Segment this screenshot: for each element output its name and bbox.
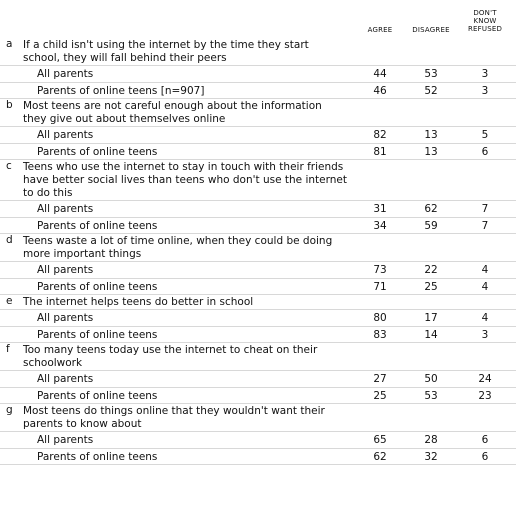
disagree-value: 13	[424, 129, 438, 141]
agree-value: 71	[373, 280, 387, 293]
agree-value: 80	[373, 312, 387, 324]
agree-value: 31	[373, 203, 387, 215]
row-label: Parents of online teens	[37, 145, 158, 158]
question-letter: f	[6, 343, 10, 355]
question-letter: c	[6, 160, 12, 172]
disagree-value: 62	[424, 203, 438, 215]
question-list	[0, 38, 516, 465]
table-row	[0, 327, 516, 344]
agree-value: 65	[373, 434, 387, 446]
table-row	[0, 144, 516, 161]
table-row	[0, 262, 516, 279]
table-row	[0, 83, 516, 100]
header-line: REFUSED	[467, 25, 503, 33]
question-item-a	[0, 38, 516, 99]
row-label: All parents	[37, 312, 94, 324]
question-row	[0, 343, 516, 371]
disagree-value: 13	[424, 145, 438, 158]
agree-value: 62	[373, 450, 387, 463]
row-divider	[0, 464, 516, 465]
dont-know-value: 3	[481, 84, 489, 97]
table-row	[0, 449, 516, 466]
question-row	[0, 160, 516, 201]
disagree-value: 14	[424, 328, 438, 341]
row-label: Parents of online teens	[37, 219, 158, 232]
question-text: Most teens are not careful enough about the information they give out about themselves online	[23, 100, 322, 125]
dont-know-value: 6	[481, 450, 489, 463]
table-row	[0, 310, 516, 327]
question-text: Too many teens today use the internet to cheat on their schoolwork	[23, 344, 318, 369]
row-label: Parents of online teens	[37, 328, 158, 341]
question-item-f	[0, 343, 516, 404]
question-text: If a child isn't using the internet by the time they start school, they will fall behind their peers	[23, 39, 309, 64]
dont-know-value: 3	[481, 68, 489, 80]
dont-know-value: 23	[478, 389, 492, 402]
agree-value: 25	[373, 389, 387, 402]
column-header-dont-know-refused	[460, 9, 510, 33]
agree-value: 34	[373, 219, 387, 232]
question-letter: e	[6, 295, 13, 307]
agree-value: 46	[373, 84, 387, 97]
question-item-d	[0, 234, 516, 295]
dont-know-value: 3	[481, 328, 489, 341]
row-label: Parents of online teens	[37, 450, 158, 463]
question-text: The internet helps teens do better in school	[23, 296, 254, 308]
row-label: Parents of online teens	[37, 389, 158, 402]
column-header-row	[0, 0, 516, 40]
dont-know-value: 7	[481, 203, 489, 215]
column-header-agree: AGREE	[367, 26, 393, 34]
row-label: All parents	[37, 264, 94, 276]
question-item-c	[0, 160, 516, 234]
question-item-g	[0, 404, 516, 465]
question-letter: d	[6, 234, 13, 246]
agree-value: 82	[373, 129, 387, 141]
dont-know-value: 24	[478, 373, 492, 385]
table-row	[0, 127, 516, 144]
disagree-value: 53	[424, 389, 438, 402]
row-label: All parents	[37, 434, 94, 446]
table-row	[0, 432, 516, 449]
table-row	[0, 218, 516, 235]
row-label: All parents	[37, 203, 94, 215]
row-label: All parents	[37, 373, 94, 385]
question-row	[0, 99, 516, 127]
dont-know-value: 4	[481, 280, 489, 293]
disagree-value: 28	[424, 434, 438, 446]
disagree-value: 17	[424, 312, 438, 324]
header-line: DON'T	[473, 9, 497, 17]
question-row	[0, 234, 516, 262]
table-row	[0, 371, 516, 388]
table-row	[0, 388, 516, 405]
row-label: Parents of online teens	[37, 280, 158, 293]
table-row	[0, 279, 516, 296]
table-row	[0, 201, 516, 218]
question-text: Teens waste a lot of time online, when they could be doing more important things	[23, 235, 333, 260]
disagree-value: 53	[424, 68, 438, 80]
question-letter: g	[6, 404, 13, 416]
table-row	[0, 66, 516, 83]
question-item-b	[0, 99, 516, 160]
question-item-e	[0, 295, 516, 343]
dont-know-value: 6	[481, 434, 489, 446]
header-line: KNOW	[473, 17, 497, 25]
dont-know-value: 6	[481, 145, 489, 158]
disagree-value: 25	[424, 280, 438, 293]
question-row	[0, 295, 516, 310]
question-row	[0, 38, 516, 66]
question-row	[0, 404, 516, 432]
row-label: All parents	[37, 129, 94, 141]
disagree-value: 52	[424, 84, 438, 97]
dont-know-value: 7	[481, 219, 489, 232]
disagree-value: 32	[424, 450, 438, 463]
disagree-value: 50	[424, 373, 438, 385]
question-letter: b	[6, 99, 13, 111]
agree-value: 44	[373, 68, 387, 80]
question-text: Most teens do things online that they wouldn't want their parents to know about	[23, 405, 325, 430]
dont-know-value: 4	[481, 264, 489, 276]
disagree-value: 59	[424, 219, 438, 232]
agree-value: 73	[373, 264, 387, 276]
agree-value: 83	[373, 328, 387, 341]
disagree-value: 22	[424, 264, 438, 276]
row-label: All parents	[37, 68, 94, 80]
dont-know-value: 5	[481, 129, 489, 141]
agree-value: 27	[373, 373, 387, 385]
column-header-disagree: DISAGREE	[412, 26, 450, 34]
question-letter: a	[6, 38, 13, 50]
question-text: Teens who use the internet to stay in touch with their friends have better social lives than teens who don't use the internet to do this	[23, 161, 347, 199]
agree-value: 81	[373, 145, 387, 158]
row-label: Parents of online teens [n=907]	[37, 84, 205, 97]
dont-know-value: 4	[481, 312, 489, 324]
